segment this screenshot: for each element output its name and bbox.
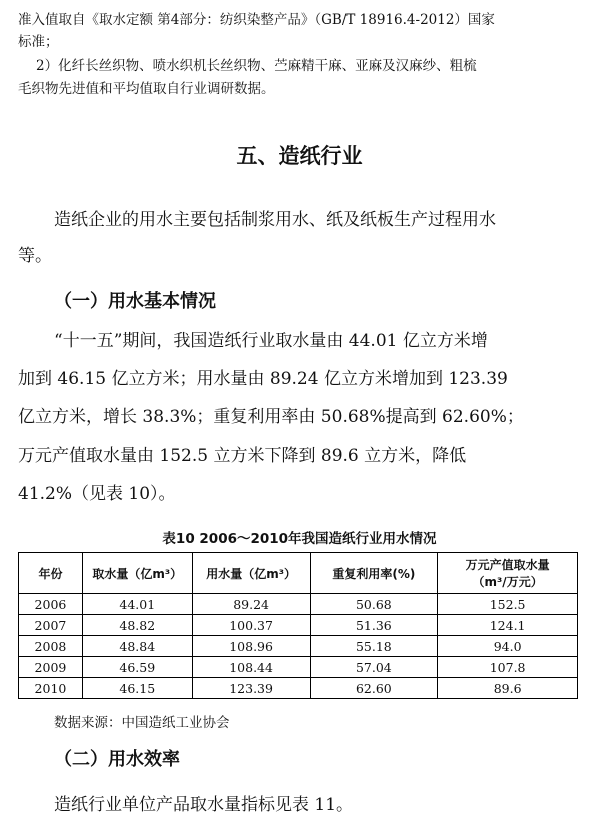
cell-water-withdrawal: 48.82 <box>82 615 192 636</box>
cell-reuse-rate: 50.68 <box>310 594 438 615</box>
cell-reuse-rate: 51.36 <box>310 615 438 636</box>
intro-line-1: 造纸企业的用水主要包括制浆用水、纸及纸板生产过程用水 <box>54 210 496 230</box>
cell-water-withdrawal: 44.01 <box>82 594 192 615</box>
cell-year: 2010 <box>19 678 83 699</box>
note-line-1: 准入值取自《取水定额 第4部分：纺织染整产品》（GB/T 18916.4-2012）国家 <box>18 12 495 28</box>
cell-year: 2006 <box>19 594 83 615</box>
cell-withdrawal-per-output: 124.1 <box>438 615 578 636</box>
header-reuse-rate: 重复利用率(%) <box>310 553 438 594</box>
cell-year: 2008 <box>19 636 83 657</box>
cell-withdrawal-per-output: 152.5 <box>438 594 578 615</box>
header-withdrawal-per-output <box>438 553 578 594</box>
cell-water-use: 108.96 <box>192 636 310 657</box>
cell-withdrawal-per-output: 107.8 <box>438 657 578 678</box>
table-header-row <box>19 553 578 594</box>
header-withdrawal-per-output-line1: 万元产值取水量 <box>465 558 550 572</box>
cell-water-use: 100.37 <box>192 615 310 636</box>
header-withdrawal-per-output-unit: （m³/万元） <box>472 575 543 589</box>
section-title: 五、造纸行业 <box>236 144 363 168</box>
cell-reuse-rate: 57.04 <box>310 657 438 678</box>
body-line-3: 亿立方米，增长 38.3%；重复利用率由 50.68%提高到 62.60%； <box>18 407 524 427</box>
table-row <box>19 594 578 615</box>
cell-water-withdrawal: 46.15 <box>82 678 192 699</box>
header-water-withdrawal: 取水量（亿m³） <box>82 553 192 594</box>
header-water-use: 用水量（亿m³） <box>192 553 310 594</box>
cell-reuse-rate: 55.18 <box>310 636 438 657</box>
subsection-2-heading: （二）用水效率 <box>54 749 180 770</box>
cell-withdrawal-per-output: 89.6 <box>438 678 578 699</box>
table-row <box>19 615 578 636</box>
cell-withdrawal-per-output: 94.0 <box>438 636 578 657</box>
final-line: 造纸行业单位产品取水量指标见表 11。 <box>54 795 354 815</box>
cell-water-use: 123.39 <box>192 678 310 699</box>
cell-water-use: 89.24 <box>192 594 310 615</box>
body-line-1: “十一五”期间，我国造纸行业取水量由 44.01 亿立方米增 <box>54 331 488 351</box>
table-row <box>19 678 578 699</box>
body-line-2: 加到 46.15 亿立方米；用水量由 89.24 亿立方米增加到 123.39 <box>18 369 508 389</box>
header-year: 年份 <box>19 553 83 594</box>
cell-water-withdrawal: 46.59 <box>82 657 192 678</box>
cell-year: 2009 <box>19 657 83 678</box>
table-caption: 表10 2006～2010年我国造纸行业用水情况 <box>162 531 437 547</box>
note-line-2: 标准； <box>18 34 59 50</box>
cell-reuse-rate: 62.60 <box>310 678 438 699</box>
water-use-table <box>18 552 578 699</box>
cell-water-use: 108.44 <box>192 657 310 678</box>
cell-water-withdrawal: 48.84 <box>82 636 192 657</box>
note-line-4: 毛织物先进值和平均值取自行业调研数据。 <box>18 81 275 97</box>
table-row <box>19 636 578 657</box>
body-line-5: 41.2%（见表 10）。 <box>18 484 176 504</box>
table-row <box>19 657 578 678</box>
body-line-4: 万元产值取水量由 152.5 立方米下降到 89.6 立方米，降低 <box>18 446 467 466</box>
subsection-1-heading: （一）用水基本情况 <box>54 291 216 312</box>
cell-year: 2007 <box>19 615 83 636</box>
table-source: 数据来源：中国造纸工业协会 <box>54 715 230 731</box>
note-line-3: 2）化纤长丝织物、喷水织机长丝织物、苎麻精干麻、亚麻及汉麻纱、粗梳 <box>36 58 477 74</box>
intro-line-2: 等。 <box>18 246 52 266</box>
